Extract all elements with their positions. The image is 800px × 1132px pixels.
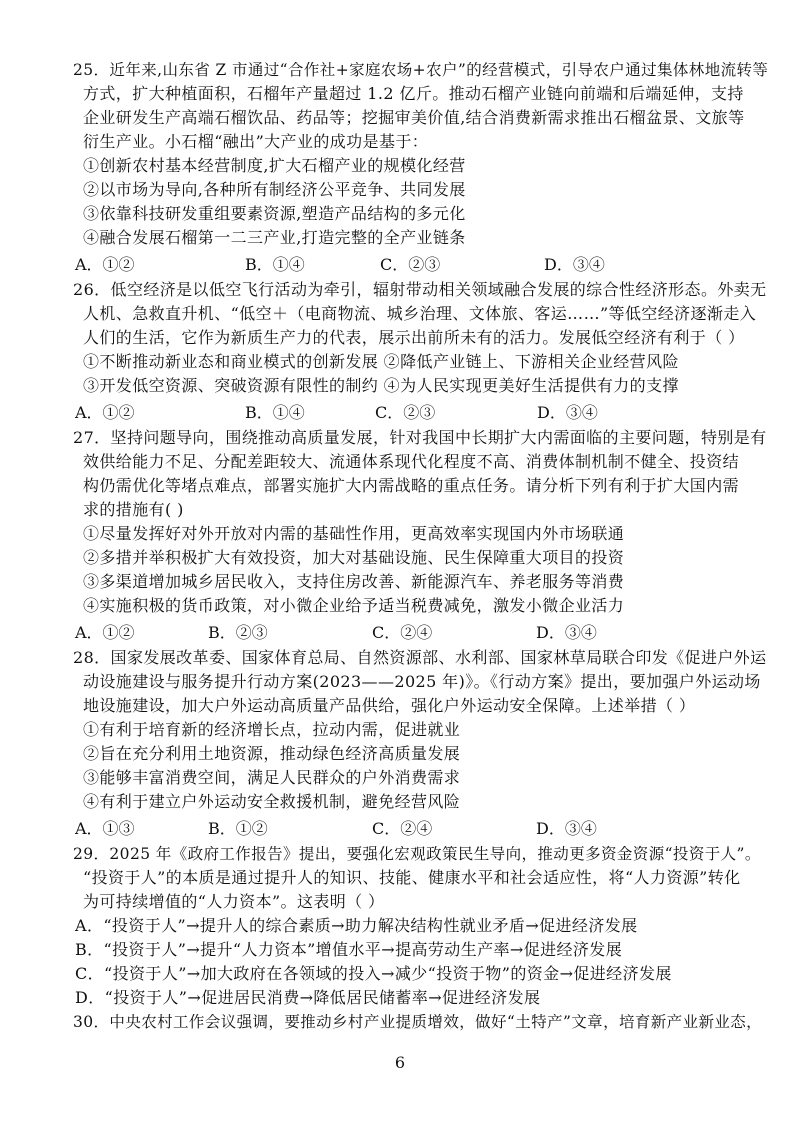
q26-choice-b: B．①④	[245, 403, 305, 422]
q27-statement-1: ①尽量发挥好对外开放对内需的基础性作用，更高效率实现国内外市场联通	[83, 524, 625, 543]
q25-statement-4: ④融合发展石榴第一二三产业,打造完整的全产业链条	[83, 228, 466, 247]
q25-stem-line-3: 企业研发生产高端石榴饮品、药品等；挖掘审美价值,结合消费新需求推出石榴盆景、文旅等	[83, 108, 745, 127]
q28-statement-4: ④有利于建立户外运动安全救援机制，避免经营风险	[83, 792, 461, 811]
q29-stem-line-1: 29．2025 年《政府工作报告》提出，要强化宏观政策民生导向，推动更多资金资源“投资于人”。	[73, 845, 761, 863]
q28-stem-line-1: 28．国家发展改革委、国家体育总局、自然资源部、水利部、国家林草局联合印发《促进户外运	[73, 648, 767, 667]
q26-statements-row-1: ①不断推动新业态和商业模式的创新发展 ②降低产业链上、下游相关企业经营风险	[83, 352, 679, 371]
q29-option-d: D．“投资于人”→促进居民消费→降低居民储蓄率→促进经济发展	[75, 988, 541, 1007]
q26-choice-c: C．②③	[375, 403, 436, 422]
q28-stem-line-2: 动设施建设与服务提升行动方案(2023——2025 年)》。《行动方案》提出，要加强户外运动场	[83, 672, 761, 691]
q25-statement-2: ②以市场为导向,各种所有制经济公平竞争、共同发展	[83, 180, 466, 199]
q25-statement-3: ③依靠科技研发重组要素资源,塑造产品结构的多元化	[83, 204, 466, 223]
q29-stem-line-3: 为可持续增值的“人力资本”。这表明（ ）	[83, 892, 385, 911]
q25-choice-b: B．①④	[245, 255, 305, 274]
q29-option-a: A．“投资于人”→提升人的综合素质→助力解决结构性就业矛盾→促进经济发展	[75, 916, 638, 935]
q27-choice-b: B．②③	[208, 623, 268, 642]
q27-statement-4: ④实施积极的货币政策，对小微企业给予适当税费减免，激发小微企业活力	[83, 596, 625, 615]
q25-choice-c: C．②③	[380, 255, 441, 274]
q30-stem-line-1: 30．中央农村工作会议强调，要推动乡村产业提质增效，做好“土特产”文章，培育新产业新业态，	[73, 1013, 763, 1031]
q27-stem-line-3: 构仍需优化等堵点难点，部署实施扩大内需战略的重点任务。请分析下列有利于扩大国内需	[83, 476, 740, 495]
q25-choice-a: A．①②	[75, 255, 135, 274]
q28-statement-1: ①有利于培育新的经济增长点，拉动内需，促进就业	[83, 720, 461, 739]
q28-choice-a: A．①③	[75, 819, 135, 838]
q26-stem-line-3: 人们的生活，它作为新质生产力的代表，展示出前所未有的活力。发展低空经济有利于（ ）	[83, 328, 745, 347]
q29-option-b: B．“投资于人”→提升“人力资本”增值水平→提高劳动生产率→促进经济发展	[75, 940, 623, 959]
q28-choice-d: D．③④	[536, 819, 597, 838]
q26-stem-line-2: 人机、急救直升机、“低空＋（电商物流、城乡治理、文体旅、客运……”等低空经济逐渐走入	[83, 304, 757, 323]
q25-stem-line-2: 方式，扩大种植面积，石榴年产量超过 1.2 亿斤。推动石榴产业链向前端和后端延伸，支持	[83, 84, 744, 103]
q25-choice-d: D．③④	[544, 255, 605, 274]
q28-statement-3: ③能够丰富消费空间，满足人民群众的户外消费需求	[83, 768, 461, 787]
q26-choice-a: A．①②	[75, 403, 135, 422]
q28-choice-c: C．②④	[372, 819, 433, 838]
q27-statement-3: ③多渠道增加城乡居民收入，支持住房改善、新能源汽车、养老服务等消费	[83, 572, 625, 591]
q27-statement-2: ②多措并举积极扩大有效投资，加大对基础设施、民生保障重大项目的投资	[83, 548, 625, 567]
q25-statement-1: ①创新农村基本经营制度,扩大石榴产业的规模化经营	[83, 156, 466, 175]
q25-stem-line-4: 衍生产业。小石榴“融出”大产业的成功是基于：	[83, 132, 429, 151]
q29-stem-line-2: “投资于人”的本质是通过提升人的知识、技能、健康水平和社会适应性，将“人力资源”转化	[83, 868, 741, 887]
q26-stem-line-1: 26．低空经济是以低空飞行活动为牵引，辐射带动相关领域融合发展的综合性经济形态。外卖无	[73, 280, 767, 299]
q27-choice-c: C．②④	[372, 623, 433, 642]
q27-stem-line-4: 求的措施有( )	[83, 500, 184, 519]
q27-stem-line-1: 27．坚持问题导向，围绕推动高质量发展，针对我国中长期扩大内需面临的主要问题，特别是有	[73, 428, 767, 447]
q28-choice-b: B．①②	[208, 819, 268, 838]
q27-stem-line-2: 效供给能力不足、分配差距较大、流通体系现代化程度不高、消费体制机制不健全、投资结	[83, 452, 740, 471]
q29-option-c: C．“投资于人”→加大政府在各领域的投入→减少“投资于物”的资金→促进经济发展	[75, 964, 672, 983]
q25-stem-line-1: 25．近年来,山东省 Z 市通过“合作社+家庭农场+农户”的经营模式，引导农户通过集体林地流转等	[73, 61, 769, 79]
q27-choice-d: D．③④	[536, 623, 597, 642]
q26-statements-row-2: ③开发低空资源、突破资源有限性的制约 ④为人民实现更美好生活提供有力的支撑	[83, 376, 679, 395]
q28-stem-line-3: 地设施建设，加大户外运动高质量产品供给，强化户外运动安全保障。上述举措（ ）	[83, 696, 696, 715]
page-number: 6	[394, 1053, 406, 1072]
q26-choice-d: D．③④	[537, 403, 598, 422]
q28-statement-2: ②旨在充分利用土地资源，推动绿色经济高质量发展	[83, 744, 461, 763]
q27-choice-a: A．①②	[75, 623, 135, 642]
